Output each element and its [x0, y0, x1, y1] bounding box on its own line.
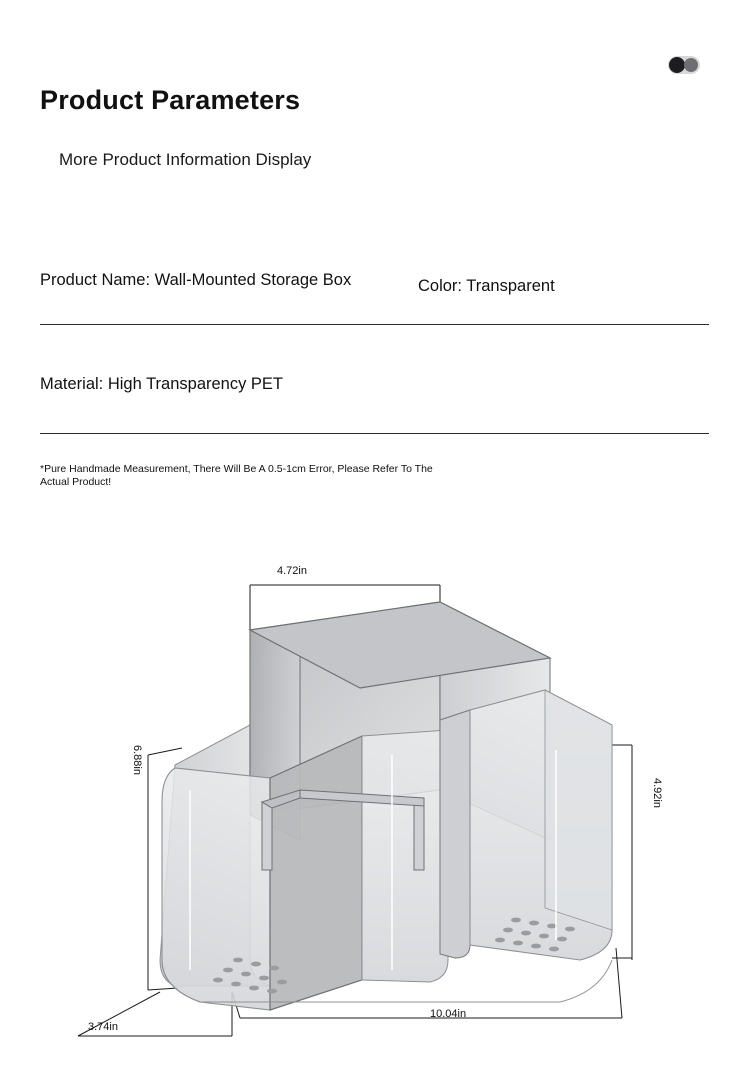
toggle-knob-light-icon	[684, 58, 698, 72]
measurement-note: *Pure Handmade Measurement, There Will Be A 0.5-1cm Error, Please Refer To The Actual Product!	[40, 463, 433, 488]
spec-row	[40, 375, 710, 421]
spec-material: Material: High Transparency PET	[40, 375, 284, 393]
product-diagram	[0, 540, 750, 1076]
spec-divider	[40, 324, 709, 325]
spec-color: Color: Transparent	[418, 277, 555, 295]
dimension-top-width: 4.72in	[277, 565, 307, 577]
toggle-knob-dark-icon	[669, 57, 685, 73]
spec-row	[40, 271, 710, 317]
page-subtitle: More Product Information Display	[59, 150, 312, 169]
theme-toggle[interactable]	[668, 56, 700, 74]
dimension-depth: 3.74in	[88, 1021, 118, 1033]
dimension-bottom-length: 10.04in	[430, 1008, 467, 1020]
dimension-right-height: 4.92in	[651, 778, 663, 808]
page-title: Product Parameters	[40, 85, 301, 115]
dimension-left-height: 6.88in	[131, 745, 143, 775]
spec-divider	[40, 433, 709, 434]
spec-product-name: Product Name: Wall-Mounted Storage Box	[40, 271, 352, 289]
